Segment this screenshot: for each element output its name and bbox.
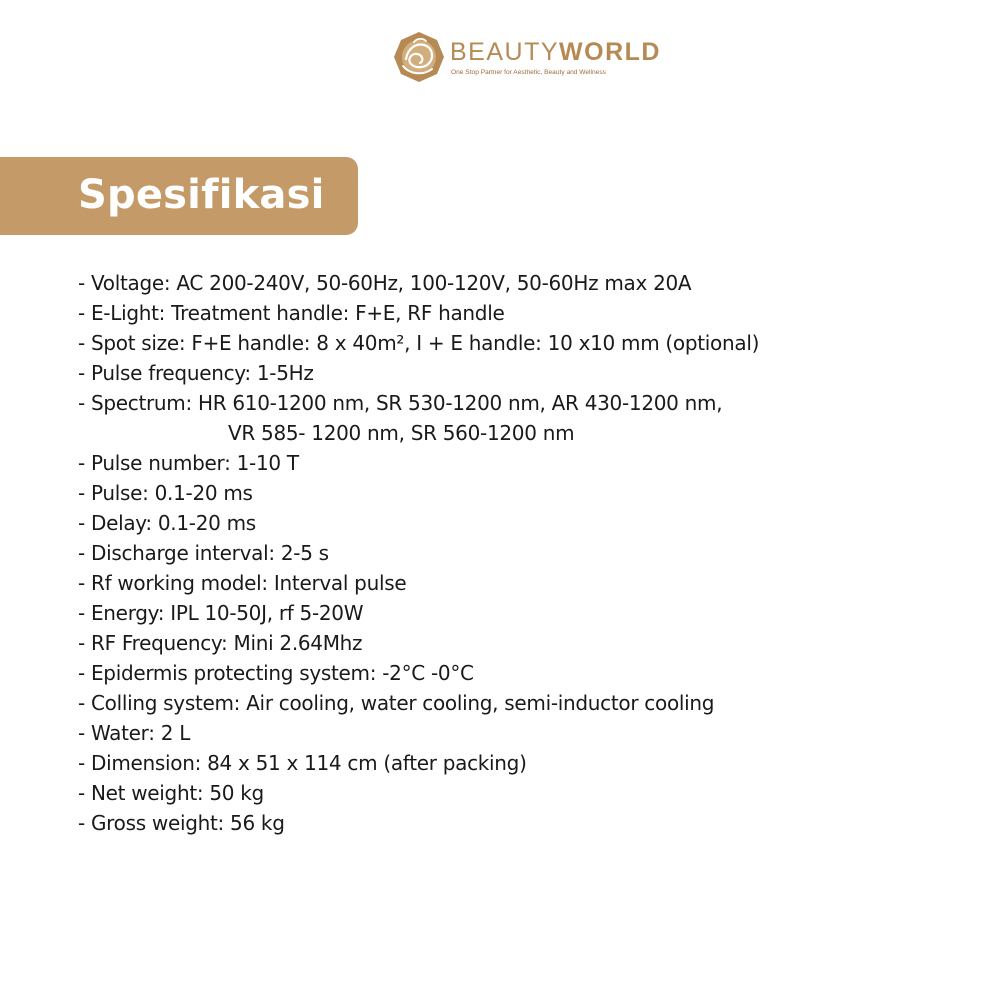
brand-logo bbox=[392, 30, 661, 86]
spec-rf-frequency: - RF Frequency: Mini 2.64Mhz bbox=[78, 631, 363, 655]
spec-spot-size: - Spot size: F+E handle: 8 x 40m², I + E handle: 10 x10 mm (optional) bbox=[78, 331, 760, 355]
spec-water: - Water: 2 L bbox=[78, 721, 191, 745]
spec-epidermis-protecting: - Epidermis protecting system: -2°C -0°C bbox=[78, 661, 474, 685]
spec-dimension: - Dimension: 84 x 51 x 114 cm (after packing) bbox=[78, 751, 527, 775]
spec-gross-weight: - Gross weight: 56 kg bbox=[78, 811, 285, 835]
spec-rf-working-model: - Rf working model: Interval pulse bbox=[78, 571, 407, 595]
logo-tagline: One Stop Partner for Aesthetic, Beauty and Wellness bbox=[451, 69, 606, 76]
spec-list bbox=[78, 268, 978, 838]
logo-brand-first: BEAUTY bbox=[450, 38, 560, 66]
spec-delay: - Delay: 0.1-20 ms bbox=[78, 511, 256, 535]
spec-spectrum-continued: VR 585- 1200 nm, SR 560-1200 nm bbox=[228, 421, 575, 445]
spec-pulse: - Pulse: 0.1-20 ms bbox=[78, 481, 253, 505]
spec-discharge-interval: - Discharge interval: 2-5 s bbox=[78, 541, 329, 565]
svg-text:BEAUTYWORLD bbox=[450, 38, 661, 66]
page-title: Spesifikasi bbox=[78, 172, 325, 218]
spec-pulse-frequency: - Pulse frequency: 1-5Hz bbox=[78, 361, 314, 385]
spec-energy: - Energy: IPL 10-50J, rf 5-20W bbox=[78, 601, 364, 625]
spec-e-light: - E-Light: Treatment handle: F+E, RF handle bbox=[78, 301, 505, 325]
spec-cooling-system: - Colling system: Air cooling, water cooling, semi-inductor cooling bbox=[78, 691, 715, 715]
spec-net-weight: - Net weight: 50 kg bbox=[78, 781, 264, 805]
spec-voltage: - Voltage: AC 200-240V, 50-60Hz, 100-120V, 50-60Hz max 20A bbox=[78, 271, 692, 295]
spec-pulse-number: - Pulse number: 1-10 T bbox=[78, 451, 299, 475]
rose-icon bbox=[394, 32, 444, 82]
spec-spectrum: - Spectrum: HR 610-1200 nm, SR 530-1200 nm, AR 430-1200 nm, bbox=[78, 391, 723, 415]
logo-brand-second: WORLD bbox=[559, 38, 661, 66]
